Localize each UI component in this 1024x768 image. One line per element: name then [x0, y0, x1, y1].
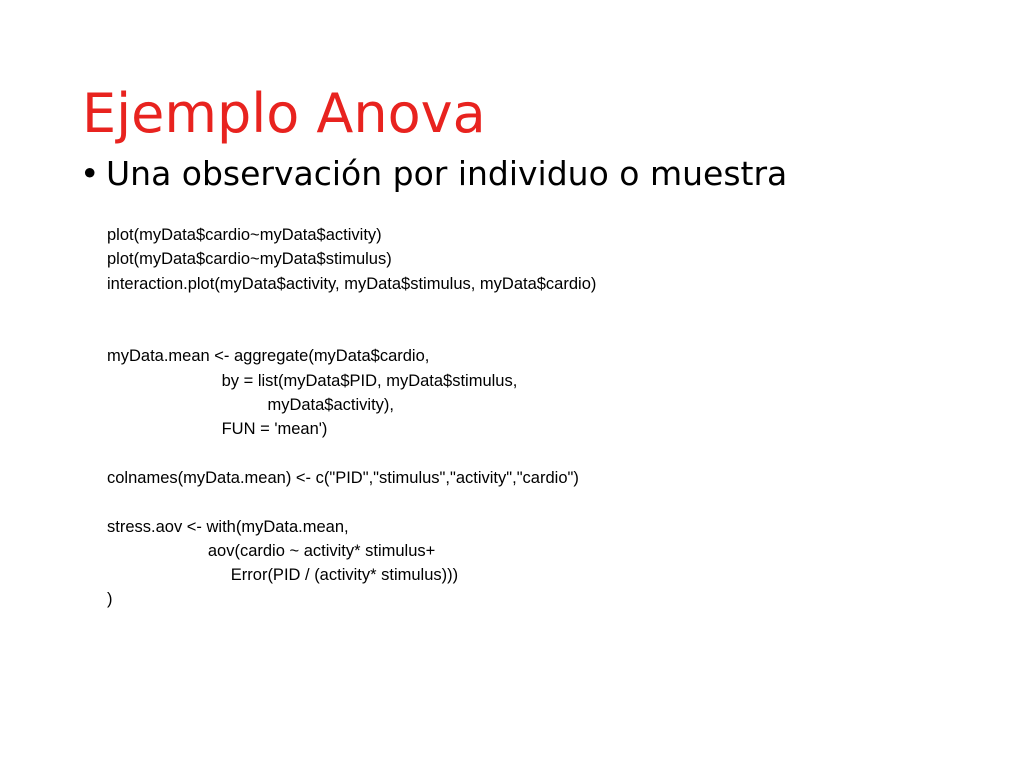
code-line: myData.mean <- aggregate(myData$cardio,	[107, 347, 430, 366]
code-line	[107, 490, 596, 514]
bullet-item	[80, 152, 787, 196]
bullet-text: Una observación por individuo o muestra	[106, 154, 788, 193]
code-line	[107, 442, 596, 466]
code-line	[107, 320, 596, 344]
code-line: aov(cardio ~ activity* stimulus+	[107, 541, 436, 560]
bullet-marker: •	[80, 154, 100, 193]
code-line: myData$activity),	[107, 396, 394, 415]
code-line: by = list(myData$PID, myData$stimulus,	[107, 371, 518, 390]
code-line: plot(myData$cardio~myData$activity)	[107, 226, 382, 244]
code-line	[107, 296, 596, 320]
code-block	[107, 223, 596, 612]
slide-title: Ejemplo Anova	[82, 82, 486, 145]
code-line: interaction.plot(myData$activity, myData$stimulus, myData$cardio)	[107, 274, 597, 293]
code-line: )	[107, 590, 113, 609]
code-line: plot(myData$cardio~myData$stimulus)	[107, 250, 392, 269]
code-line: stress.aov <- with(myData.mean,	[107, 517, 349, 536]
code-line: colnames(myData.mean) <- c("PID","stimulus","activity","cardio")	[107, 468, 579, 487]
code-line: Error(PID / (activity* stimulus)))	[107, 566, 459, 585]
code-line: FUN = 'mean')	[107, 420, 328, 439]
